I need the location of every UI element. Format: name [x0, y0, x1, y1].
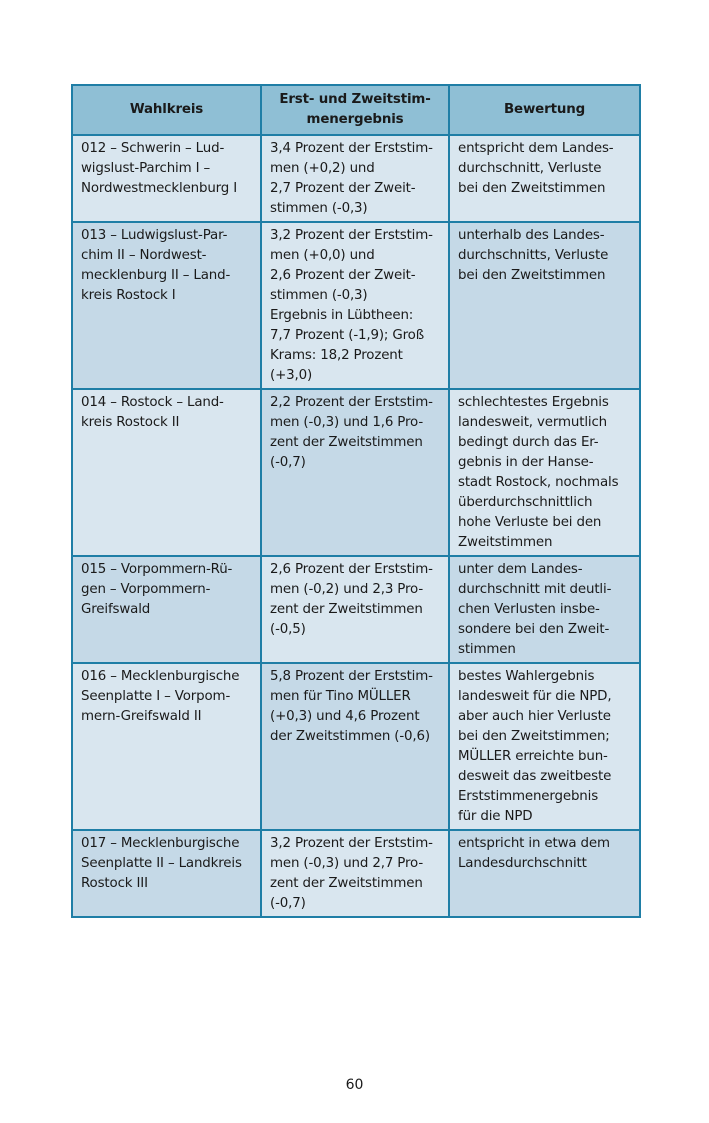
cell-wahlkreis: 014 – Rostock – Land- kreis Rostock II — [72, 389, 261, 556]
table-row — [72, 222, 640, 389]
table-row — [72, 556, 640, 663]
cell-wahlkreis: 016 – Mecklenburgische Seenplatte I – Vorpom- mern-Greifswald II — [72, 663, 261, 830]
cell-bewertung: entspricht dem Landes- durchschnitt, Verluste bei den Zweitstimmen — [449, 135, 640, 222]
cell-wahlkreis: 017 – Mecklenburgische Seenplatte II – Landkreis Rostock III — [72, 830, 261, 917]
header-wahlkreis: Wahlkreis — [72, 85, 261, 135]
cell-bewertung: entspricht in etwa dem Landesdurchschnitt — [449, 830, 640, 917]
cell-wahlkreis: 012 – Schwerin – Lud- wigslust-Parchim I – Nordwestmecklenburg I — [72, 135, 261, 222]
cell-ergebnis: 2,2 Prozent der Erststim- men (-0,3) und 1,6 Pro- zent der Zweitstimmen (-0,7) — [261, 389, 449, 556]
results-table — [71, 84, 641, 918]
cell-ergebnis: 5,8 Prozent der Erststim- men für Tino MÜLLER (+0,3) und 4,6 Prozent der Zweitstimmen (-0,6) — [261, 663, 449, 830]
cell-bewertung: schlechtestes Ergebnis landesweit, vermutlich bedingt durch das Er- gebnis in der Hanse- stadt Rostock, nochmals überdurchschnittlich hohe Verluste bei den Zweitstimmen — [449, 389, 640, 556]
table-row — [72, 663, 640, 830]
header-ergebnis: Erst- und Zweitstim- menergebnis — [261, 85, 449, 135]
cell-ergebnis: 3,2 Prozent der Erststim- men (-0,3) und 2,7 Pro- zent der Zweitstimmen (-0,7) — [261, 830, 449, 917]
table-row — [72, 135, 640, 222]
cell-bewertung: unter dem Landes- durchschnitt mit deutli- chen Verlusten insbe- sondere bei den Zweit- stimmen — [449, 556, 640, 663]
cell-ergebnis: 2,6 Prozent der Erststim- men (-0,2) und 2,3 Pro- zent der Zweitstimmen (-0,5) — [261, 556, 449, 663]
table-row — [72, 389, 640, 556]
cell-wahlkreis: 013 – Ludwigslust-Par- chim II – Nordwest- mecklenburg II – Land- kreis Rostock I — [72, 222, 261, 389]
page-number: 60 — [345, 1077, 364, 1093]
cell-bewertung: unterhalb des Landes- durchschnitts, Verluste bei den Zweitstimmen — [449, 222, 640, 389]
cell-ergebnis: 3,4 Prozent der Erststim- men (+0,2) und 2,7 Prozent der Zweit- stimmen (-0,3) — [261, 135, 449, 222]
cell-wahlkreis: 015 – Vorpommern-Rü- gen – Vorpommern- Greifswald — [72, 556, 261, 663]
table-row — [72, 830, 640, 917]
cell-ergebnis: 3,2 Prozent der Erststim- men (+0,0) und 2,6 Prozent der Zweit- stimmen (-0,3) Ergebnis in Lübtheen: 7,7 Prozent (-1,9); Groß Krams: 18,2 Prozent (+3,0) — [261, 222, 449, 389]
cell-bewertung: bestes Wahlergebnis landesweit für die NPD, aber auch hier Verluste bei den Zweitstimmen; MÜLLER erreichte bun- desweit das zweitbeste Erststimmenergebnis für die NPD — [449, 663, 640, 830]
header-bewertung: Bewertung — [449, 85, 640, 135]
table-header-row — [72, 85, 640, 135]
